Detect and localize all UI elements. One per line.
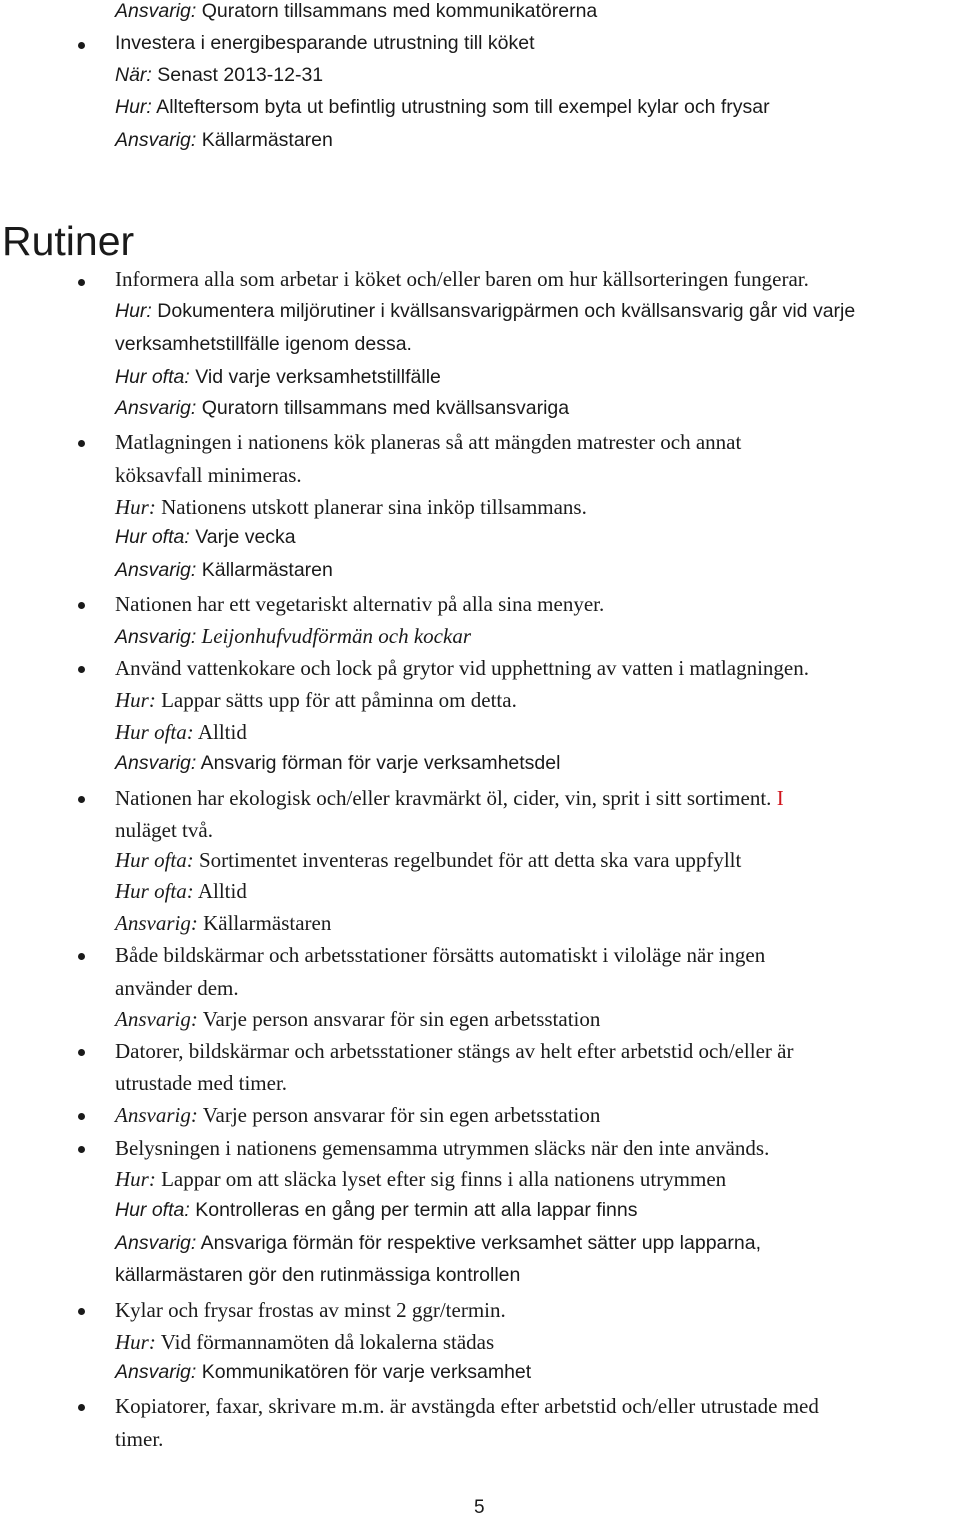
list-item: Nationen har ett vegetariskt alternativ på alla sina menyer. [115, 592, 605, 616]
responsible-line-continued: källarmästaren gör den rutinmässiga kontrollen [115, 1264, 521, 1286]
bullet-icon [78, 953, 85, 960]
bullet-icon [78, 1113, 85, 1120]
bullet-icon [78, 602, 85, 609]
bullet-icon [78, 1404, 85, 1411]
bullet-icon [78, 796, 85, 803]
list-item: Kopiatorer, faxar, skrivare m.m. är avstängda efter arbetstid och/eller utrustade med [115, 1394, 819, 1418]
frequency-line: Hur ofta: Varje vecka [115, 526, 296, 548]
list-item: Både bildskärmar och arbetsstationer försätts automatiskt i viloläge när ingen [115, 943, 766, 967]
how-line: Hur: Lappar sätts upp för att påminna om detta. [115, 688, 517, 712]
list-item-continued: använder dem. [115, 976, 239, 1000]
bullet-icon [78, 440, 85, 447]
responsible-line: Ansvarig: Kommunikatören för varje verksamhet [115, 1361, 532, 1383]
frequency-line: Hur ofta: Alltid [115, 879, 247, 903]
responsible-line: Ansvarig: Källarmästaren [115, 129, 333, 151]
list-item-continued: utrustade med timer. [115, 1071, 288, 1095]
responsible-line: Ansvarig: Quratorn tillsammans med kommunikatörerna [115, 0, 598, 22]
when-line: När: Senast 2013-12-31 [115, 64, 324, 86]
list-item-continued: timer. [115, 1427, 164, 1451]
responsible-line: Ansvarig: Ansvariga förmän för respektive verksamhet sätter upp lapparna, [115, 1232, 761, 1254]
bullet-icon [78, 279, 85, 286]
list-item: Belysningen i nationens gemensamma utrymmen släcks när den inte används. [115, 1136, 770, 1160]
responsible-line: Ansvarig: Ansvarig förman för varje verksamhetsdel [115, 752, 561, 774]
how-line-continued: verksamhetstillfälle igenom dessa. [115, 333, 412, 355]
list-item-continued: köksavfall minimeras. [115, 463, 302, 487]
responsible-line: Ansvarig: Varje person ansvarar för sin egen arbetsstation [115, 1007, 601, 1031]
responsible-line: Ansvarig: Leijonhufvudförmän och kockar [115, 624, 471, 648]
frequency-line: Hur ofta: Sortimentet inventeras regelbundet för att detta ska vara uppfyllt [115, 848, 742, 872]
how-line: Hur: Allteftersom byta ut befintlig utrustning som till exempel kylar och frysar [115, 96, 770, 118]
list-item: Investera i energibesparande utrustning till köket [115, 32, 535, 54]
list-item: Informera alla som arbetar i köket och/eller baren om hur källsorteringen fungerar. [115, 267, 809, 291]
list-item: Nationen har ekologisk och/eller kravmärkt öl, cider, vin, sprit i sitt sortiment. I [115, 786, 784, 810]
bullet-icon [78, 42, 85, 49]
frequency-line: Hur ofta: Alltid [115, 720, 247, 744]
list-item-continued: nuläget två. [115, 818, 213, 842]
list-item: Datorer, bildskärmar och arbetsstationer stängs av helt efter arbetstid och/eller är [115, 1039, 794, 1063]
page-number: 5 [474, 1497, 485, 1518]
list-item: Matlagningen i nationens kök planeras så att mängden matrester och annat [115, 430, 742, 454]
list-item: Kylar och frysar frostas av minst 2 ggr/termin. [115, 1298, 506, 1322]
section-heading: Rutiner [2, 218, 135, 264]
bullet-icon [78, 1146, 85, 1153]
bullet-icon [78, 666, 85, 673]
how-line: Hur: Vid förmannamöten då lokalerna städas [115, 1330, 495, 1354]
how-line: Hur: Nationens utskott planerar sina inköp tillsammans. [115, 495, 587, 519]
frequency-line: Hur ofta: Vid varje verksamhetstillfälle [115, 366, 441, 388]
list-item: Använd vattenkokare och lock på grytor vid upphettning av vatten i matlagningen. [115, 656, 809, 680]
responsible-line: Ansvarig: Varje person ansvarar för sin egen arbetsstation [115, 1103, 601, 1127]
responsible-line: Ansvarig: Quratorn tillsammans med kvällsansvariga [115, 397, 570, 419]
frequency-line: Hur ofta: Kontrolleras en gång per termin att alla lappar finns [115, 1199, 638, 1221]
bullet-icon [78, 1308, 85, 1315]
responsible-line: Ansvarig: Källarmästaren [115, 559, 333, 581]
how-line: Hur: Lappar om att släcka lyset efter sig finns i alla nationens utrymmen [115, 1167, 727, 1191]
bullet-icon [78, 1049, 85, 1056]
responsible-line: Ansvarig: Källarmästaren [115, 911, 332, 935]
how-line: Hur: Dokumentera miljörutiner i kvällsansvarigpärmen och kvällsansvarig går vid varje [115, 300, 856, 322]
